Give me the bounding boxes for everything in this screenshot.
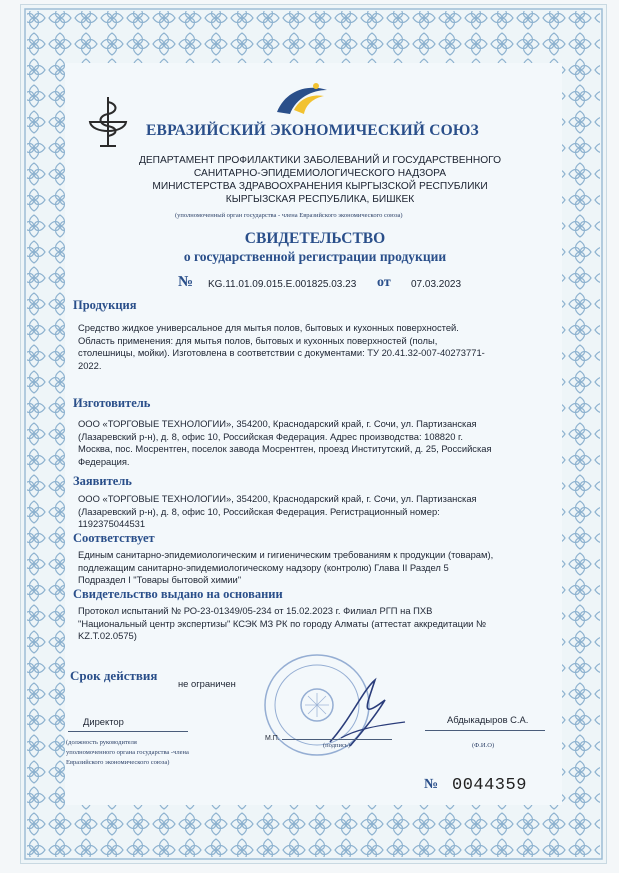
text-line: столешницы, мойки). Изготовлена в соответствии с документами: ТУ 20.41.32-007-40273771- — [78, 347, 485, 358]
text-line: KZ.T.02.0575) — [78, 630, 137, 641]
caption-line: уполномоченного органа государства -члена — [66, 749, 189, 756]
text-line: Единым санитарно-эпидемиологическим и гигиеническим требованиям к продукции (товарам), — [78, 549, 494, 560]
text-line: 1192375044531 — [78, 518, 146, 529]
position-caption — [66, 738, 189, 768]
text-line: подлежащим санитарно-эпидемиологическому надзору (контролю) Глава II Раздел 5 — [78, 561, 449, 573]
union-title: ЕВРАЗИЙСКИЙ ЭКОНОМИЧЕСКИЙ СОЮЗ — [146, 122, 479, 139]
text-line: (Лазаревский р-н), д. 8, офис 10, Российская Федерация. Регистрационный номер: — [78, 505, 440, 517]
authorized-body-note: (уполномоченный орган государства - члена Евразийского экономического союза) — [175, 212, 403, 219]
manufacturer-text — [78, 418, 492, 468]
signature-caption: (подпись) — [323, 742, 350, 749]
position-underline — [68, 731, 188, 732]
signature-underline — [282, 739, 392, 740]
basis-text — [78, 605, 486, 643]
eaeu-logo-icon — [272, 80, 332, 120]
text-line: ООО «ТОРГОВЫЕ ТЕХНОЛОГИИ», 354200, Краснодарский край, г. Сочи, ул. Партизанская — [78, 493, 477, 504]
text-line: Подраздел I "Товары бытовой химии" — [78, 574, 242, 585]
section-heading-applicant: Заявитель — [73, 474, 132, 488]
fio-caption: (Ф.И.О) — [472, 742, 495, 749]
section-heading-basis: Свидетельство выдано на основании — [73, 587, 283, 601]
applicant-text — [78, 493, 477, 531]
text-line: Москва, пос. Мосрентген, поселок завода Мосрентген, проезд Институтский, д. 25, Российская — [78, 443, 492, 454]
department-block — [90, 154, 550, 206]
section-heading-manufacturer: Изготовитель — [73, 396, 151, 410]
name-underline — [425, 730, 545, 731]
serial-number-sign: № — [424, 777, 439, 792]
product-text — [78, 322, 485, 372]
validity-value: не ограничен — [178, 678, 236, 689]
text-line: Область применения: для мытья полов, бытовых и кухонных поверхностей (полы, — [78, 334, 438, 346]
dept-line: КЫРГЫЗСКАЯ РЕСПУБЛИКА, БИШКЕК — [225, 194, 415, 205]
dept-line: САНИТАРНО-ЭПИДЕМИОЛОГИЧЕСКОГО НАДЗОРА — [193, 168, 447, 179]
text-line: "Национальный центр экспертизы" КСЭК МЗ РК по городу Алматы (аттестат аккредитации № — [78, 617, 487, 629]
dept-line: ДЕПАРТАМЕНТ ПРОФИЛАКТИКИ ЗАБОЛЕВАНИЙ И ГОСУДАРСТВЕННОГО — [138, 155, 502, 166]
text-line: ООО «ТОРГОВЫЕ ТЕХНОЛОГИИ», 354200, Краснодарский край, г. Сочи, ул. Партизанская — [78, 418, 477, 429]
text-line: Федерация. — [78, 455, 130, 467]
signatory-name: Абдыкадыров С.А. — [447, 714, 529, 725]
signatory-position: Директор — [83, 716, 124, 727]
bowl-of-hygieia-icon — [84, 94, 132, 150]
serial-number: 0044359 — [452, 776, 527, 795]
caption-line: (должность руководителя — [66, 739, 137, 746]
certificate-subtitle: о государственной регистрации продукции — [183, 249, 447, 264]
certificate-title: СВИДЕТЕЛЬСТВО — [244, 230, 386, 247]
from-label: от — [377, 275, 391, 290]
section-heading-validity: Срок действия — [70, 668, 158, 683]
number-sign: № — [178, 274, 194, 290]
text-line: Средство жидкое универсальное для мытья полов, бытовых и кухонных поверхностей. — [78, 322, 459, 333]
complies-text — [78, 549, 493, 587]
dept-line: МИНИСТЕРСТВА ЗДРАВООХРАНЕНИЯ КЫРГЫЗСКОЙ РЕСПУБЛИКИ — [152, 181, 488, 192]
text-line: (Лазаревский р-н), д. 8, офис 10, Российская Федерация. Адрес производства: 108820 г. — [78, 430, 463, 442]
section-heading-complies: Соответствует — [73, 531, 155, 545]
text-line: 2022. — [78, 359, 102, 371]
text-line: Протокол испытаний № РО-23-01349/05-234 от 15.02.2023 г. Филиал РГП на ПХВ — [78, 605, 433, 616]
section-heading-product: Продукция — [73, 298, 137, 312]
registration-date: 07.03.2023 — [411, 279, 462, 290]
stamp-place-label: М.П. — [265, 735, 280, 742]
caption-line: Евразийского экономического союза) — [66, 759, 170, 766]
registration-number: KG.11.01.09.015.E.001825.03.23 — [208, 279, 357, 290]
